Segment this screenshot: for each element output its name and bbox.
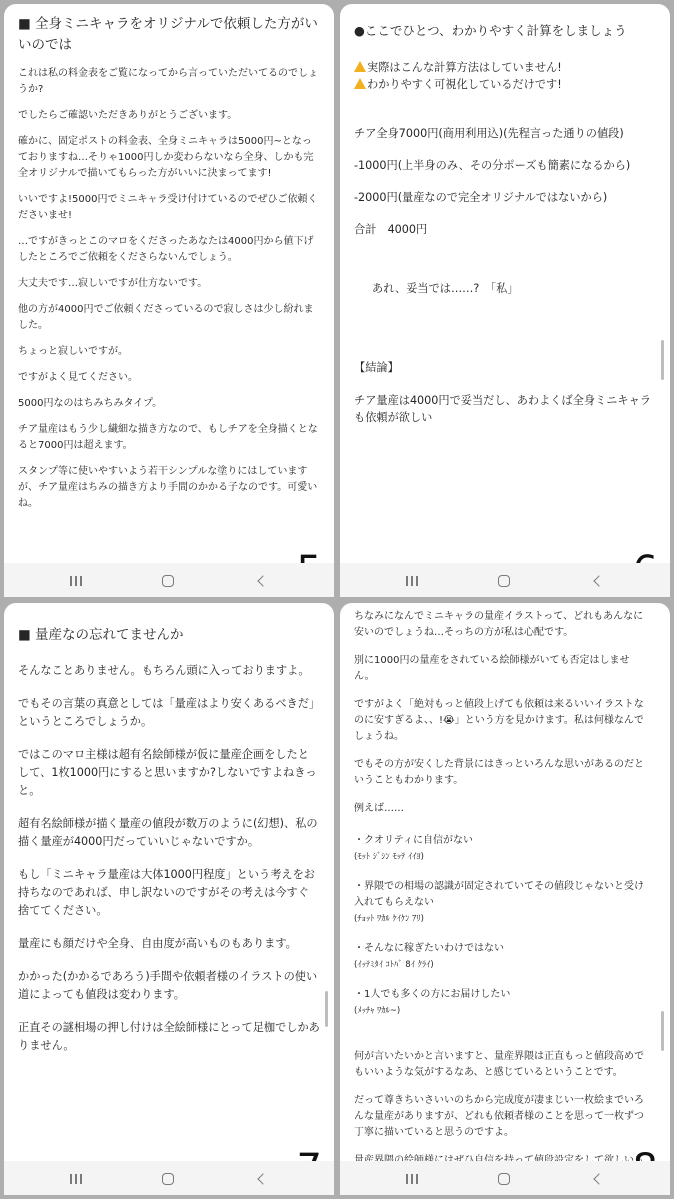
- paragraph: だって尊きちいさいいのちから完成度が凄まじい一枚絵までいろんな量産がありますが、どれも依頼者様のことを思って一枚ずつ丁寧に描いていると思うのですよ。: [354, 1095, 644, 1138]
- calc-line: -1000円(上半身のみ、その分ポーズも簡素になるから): [354, 159, 631, 172]
- home-icon[interactable]: [498, 575, 510, 587]
- paragraph: でしたらご確認いただきありがとうございます。: [18, 110, 238, 121]
- section-heading: ■ 量産なの忘れてませんか: [18, 627, 184, 643]
- paragraph: 他の方が4000円でご依頼くださっているので寂しさは少し紛れました。: [18, 304, 314, 331]
- list-item: ・1人でも多くの方にお届けしたい (ﾒｯﾁｬ ﾜｶﾙ~): [354, 987, 650, 1019]
- calc-line: -2000円(量産なので完全オリジナルではないから): [354, 191, 608, 204]
- paragraph: 例えば……: [354, 803, 404, 814]
- screenshot-panel-7: [4, 603, 334, 1195]
- back-icon[interactable]: [256, 574, 270, 588]
- list-item-aside: (ﾒｯﾁｬ ﾜｶﾙ~): [354, 1006, 401, 1016]
- note-content[interactable]: [18, 625, 320, 1155]
- scrollbar[interactable]: [325, 991, 328, 1027]
- paragraph: ではこのマロ主様は超有名絵師様が仮に量産企画をしたとして、1枚1000円にすると思いますか?しないですよねきっと。: [18, 748, 317, 797]
- paragraph: …ですがきっとこのマロをくださったあなたは4000円から値下げしたところでご依頼をくださらないんでしょう。: [18, 236, 314, 263]
- warning-icon: [354, 78, 366, 89]
- note-content[interactable]: [18, 14, 320, 557]
- back-icon[interactable]: [592, 1172, 606, 1186]
- paragraph: 別に1000円の量産をされている絵師様がいても否定はしません。: [354, 655, 630, 682]
- paragraph: これは私の料金表をご覧になってから言っていただいてるのでしょうか?: [18, 68, 318, 95]
- paragraph: かかった(かかるであろう)手間や依頼者様のイラストの使い道によっても値段は変わります。: [18, 970, 318, 1001]
- list-item-aside: (ｲｯﾃﾐﾀｲ ｺﾄﾊﾞ 8ｲ ｸﾗｲ): [354, 960, 434, 970]
- warning-line: わかりやすく可視化しているだけです!: [354, 76, 656, 93]
- warning-line: 実際はこんな計算方法はしていません!: [354, 59, 656, 76]
- paragraph: いいですよ!5000円でミニキャラ受け付けているのでぜひご依頼くださいませ!: [18, 194, 318, 221]
- recent-apps-icon[interactable]: [406, 1174, 420, 1184]
- calc-line: チア全身7000円(商用利用込)(先程言った通りの値段): [354, 127, 624, 140]
- section-heading: ●ここでひとつ、わかりやすく計算をしましょう: [354, 23, 627, 38]
- paragraph: スタンプ等に使いやすいよう若干シンプルな塗りにはしていますが、チア量産はちみの描き方より手間のかかる子なのです。可愛いね。: [18, 466, 318, 509]
- paragraph: ですがよく「絶対もっと値段上げても依頼は来るいいイラストなのに安すぎるよ、、!😭」という方を見かけます。私は何様なんでしょうね。: [354, 699, 644, 742]
- home-icon[interactable]: [162, 575, 174, 587]
- back-icon[interactable]: [256, 1172, 270, 1186]
- home-icon[interactable]: [498, 1173, 510, 1185]
- paragraph: でもその方が安くした背景にはきっといろんな思いがあるのだということもわかります。: [354, 759, 644, 786]
- paragraph: ですがよく見てください。: [18, 372, 138, 383]
- list-item: ・界隈での相場の認識が固定されていてその値段じゃないと受け入れてもらえない (ﾁｮｯﾄ ﾜｶﾙ ｹｲｹﾝ ｱﾘ): [354, 879, 650, 927]
- list-item-aside: (ﾓｯﾄ ｼﾞｼﾝ ﾓｯﾃ ｲｲﾖ): [354, 852, 424, 862]
- navigation-bar: [340, 563, 670, 597]
- list-item: ・クオリティに自信がない (ﾓｯﾄ ｼﾞｼﾝ ﾓｯﾃ ｲｲﾖ): [354, 833, 650, 865]
- navigation-bar: [340, 1161, 670, 1195]
- conclusion-label: 【結論】: [354, 361, 399, 374]
- paragraph: もし「ミニキャラ量産は大体1000円程度」という考えをお持ちなのであれば、申し訳ないのですがその考えは今すぐ捨ててください。: [18, 868, 315, 917]
- list-item-aside: (ﾁｮｯﾄ ﾜｶﾙ ｹｲｹﾝ ｱﾘ): [354, 914, 424, 924]
- screenshot-panel-8: [340, 603, 670, 1195]
- paragraph: でもその言葉の真意としては「量産はより安くあるべきだ」というところでしょうか。: [18, 697, 315, 728]
- paragraph: 正直その謎相場の押し付けは全絵師様にとって足枷でしかありません。: [18, 1021, 320, 1052]
- screenshot-panel-5: [4, 4, 334, 597]
- paragraph: 5000円なのはちみちみタイプ。: [18, 398, 163, 409]
- back-icon[interactable]: [592, 574, 606, 588]
- recent-apps-icon[interactable]: [70, 576, 84, 586]
- home-icon[interactable]: [162, 1173, 174, 1185]
- navigation-bar: [4, 1161, 334, 1195]
- paragraph: 大丈夫です…寂しいですが仕方ないです。: [18, 278, 208, 289]
- scrollbar[interactable]: [661, 340, 664, 380]
- paragraph: そんなことありません。もちろん頭に入っておりますよ。: [18, 664, 310, 677]
- note-content[interactable]: [354, 609, 650, 1155]
- navigation-bar: [4, 563, 334, 597]
- screenshot-panel-6: [340, 4, 670, 597]
- list-item: ・そんなに稼ぎたいわけではない (ｲｯﾃﾐﾀｲ ｺﾄﾊﾞ 8ｲ ｸﾗｲ): [354, 941, 650, 973]
- recent-apps-icon[interactable]: [406, 576, 420, 586]
- paragraph: チア量産はもう少し繊細な描き方なので、もしチアを全身描くとなると7000円は超えます。: [18, 424, 318, 451]
- paragraph: 量産にも顔だけや全身、自由度が高いものもあります。: [18, 937, 297, 950]
- conclusion-text: チア量産は4000円で妥当だし、あわよくば全身ミニキャラも依頼が欲しい: [354, 394, 651, 424]
- calc-comment: あれ、妥当では……? 「私」: [372, 282, 519, 295]
- calc-total: 合計 4000円: [354, 223, 428, 236]
- warning-icon: [354, 61, 366, 72]
- scrollbar[interactable]: [661, 1011, 664, 1051]
- paragraph: ちなみになんでミニキャラの量産イラストって、どれもあんなに安いのでしょうね…そっちの方が私は心配です。: [354, 611, 644, 638]
- paragraph: 何が言いたいかと言いますと、量産界隈は正直もっと値段高めでもいいような気がするなあ、と感じているということです。: [354, 1051, 644, 1078]
- paragraph: ちょっと寂しいですが。: [18, 346, 128, 357]
- paragraph: 超有名絵師様が描く量産の値段が数万のように(幻想)、私の描く量産が4000円だっていいじゃないですか。: [18, 817, 318, 848]
- note-content[interactable]: [354, 20, 656, 557]
- section-heading: ■ 全身ミニキャラをオリジナルで依頼した方がいいのでは: [18, 16, 318, 53]
- recent-apps-icon[interactable]: [70, 1174, 84, 1184]
- paragraph: 確かに、固定ポストの料金表、全身ミニキャラは5000円~となっておりますね…そりゃ1000円しか変わらないなら全身、しかも完全オリジナルで描いてもらった方がいいに決まってます!: [18, 136, 314, 179]
